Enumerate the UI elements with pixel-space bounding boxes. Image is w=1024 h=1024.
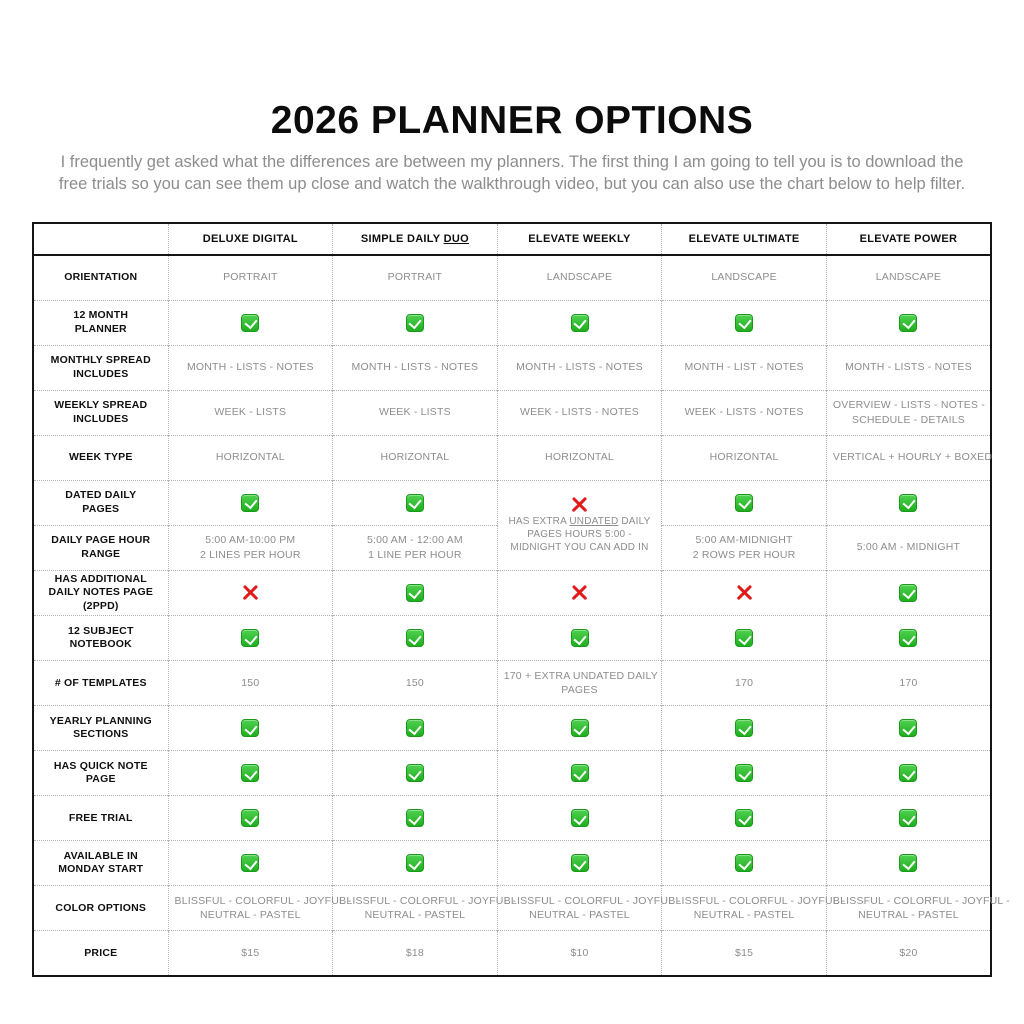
table-cell (826, 435, 991, 480)
column-header-text: DELUXE DIGITAL (202, 232, 298, 245)
table-cell (662, 706, 827, 751)
check-icon (571, 629, 589, 647)
table-cell (168, 525, 333, 570)
cell-text: 1 LINE PER HOUR (368, 548, 462, 561)
page-subtitle (17, 152, 1007, 196)
table-cell (662, 435, 827, 480)
table-cell (333, 390, 498, 435)
cell-text: NEUTRAL - PASTEL (529, 909, 630, 922)
cell-text: BLISSFUL - COLORFUL - JOYFUL - (668, 895, 846, 908)
table-row (33, 300, 991, 345)
cell-text: NEUTRAL - PASTEL (364, 909, 466, 922)
column-header-text: ELEVATE ULTIMATE (688, 232, 800, 245)
check-icon (735, 719, 753, 737)
table-cell (826, 841, 991, 886)
check-icon (406, 494, 424, 512)
table-cell (497, 706, 662, 751)
table-cell (497, 841, 662, 886)
table-cell (168, 570, 333, 616)
cell-text: $18 (405, 947, 424, 960)
check-icon (406, 854, 424, 872)
check-icon (241, 764, 259, 782)
table-cell (333, 796, 498, 841)
cell-note (504, 515, 656, 554)
cross-icon (242, 584, 259, 601)
cell-text: BLISSFUL - COLORFUL - JOYFUL - (832, 895, 1010, 908)
check-icon (735, 764, 753, 782)
row-label: WEEK TYPE (33, 435, 168, 480)
cell-text: HORIZONTAL (215, 451, 285, 464)
check-icon (406, 584, 424, 602)
table-cell (662, 480, 827, 525)
cell-text: 150 (405, 677, 424, 690)
table-cell (333, 570, 498, 616)
check-icon (241, 809, 259, 827)
table-cell (333, 841, 498, 886)
check-icon (241, 719, 259, 737)
cell-text: MONTH - LIST - NOTES (684, 361, 804, 374)
cell-text: MONTH - LISTS - NOTES (186, 361, 314, 374)
table-cell (826, 525, 991, 570)
table-cell (497, 390, 662, 435)
table-row (33, 751, 991, 796)
row-label: ORIENTATION (64, 270, 138, 283)
table-row (33, 480, 991, 525)
column-header (168, 223, 333, 255)
planner-comparison-table (32, 222, 1010, 978)
table-cell (168, 661, 333, 706)
check-icon (571, 314, 589, 332)
check-icon (241, 629, 259, 647)
check-icon (571, 809, 589, 827)
table-cell (662, 931, 827, 977)
check-icon (899, 809, 917, 827)
table-row (33, 255, 991, 301)
table-cell (168, 886, 352, 931)
table-cell (662, 796, 827, 841)
cell-text: PAGES (561, 684, 598, 697)
table-cell (168, 751, 333, 796)
check-icon (899, 584, 917, 602)
table-cell (497, 886, 681, 931)
cell-text: 5:00 AM - 12:00 AM (366, 534, 463, 547)
column-header (497, 223, 662, 255)
column-header-text: SIMPLE DAILY (360, 232, 444, 245)
table-cell (497, 255, 662, 301)
table-cell (826, 300, 991, 345)
check-icon (899, 494, 917, 512)
table-cell (662, 525, 827, 570)
table-cell (826, 706, 991, 751)
table-cell (497, 616, 662, 661)
check-icon (735, 629, 753, 647)
table-cell (662, 390, 827, 435)
table-cell (826, 480, 991, 525)
cell-text: PORTRAIT (223, 271, 278, 284)
table-cell (168, 345, 333, 390)
column-header (662, 223, 827, 255)
table-cell (497, 661, 662, 706)
table-cell (333, 661, 498, 706)
table-cell (333, 480, 498, 525)
table-cell (168, 480, 333, 525)
table-cell (497, 931, 662, 977)
table-row (33, 570, 991, 616)
table-cell (497, 345, 662, 390)
cell-text: BLISSFUL - COLORFUL - JOYFUL - (339, 895, 517, 908)
table-cell (662, 345, 827, 390)
check-icon (899, 629, 917, 647)
table-row (33, 390, 991, 435)
cell-text: 5:00 AM - MIDNIGHT (856, 541, 961, 554)
cell-text: 150 (241, 677, 260, 690)
row-label: 12 SUBJECT NOTEBOOK (33, 616, 168, 661)
cell-text: $10 (570, 947, 589, 960)
cell-text: $15 (735, 947, 754, 960)
page-title: 2026 PLANNER OPTIONS (270, 99, 754, 142)
row-label: HAS QUICK NOTE PAGE (33, 751, 168, 796)
table-cell (826, 255, 991, 301)
table-cell (333, 300, 498, 345)
table-cell (826, 796, 991, 841)
table-cell (168, 390, 333, 435)
table-cell (497, 435, 662, 480)
cell-text: $20 (899, 947, 918, 960)
table-cell (662, 886, 846, 931)
cell-text: NEUTRAL - PASTEL (858, 909, 959, 922)
column-header (826, 223, 991, 255)
column-header-text: ELEVATE WEEKLY (528, 232, 631, 245)
cross-icon (736, 584, 753, 601)
table-row (33, 841, 991, 886)
table-row (33, 931, 991, 977)
cell-text: LANDSCAPE (546, 271, 613, 284)
table-cell (168, 435, 333, 480)
table-cell (168, 841, 333, 886)
cell-text: WEEK - LISTS - NOTES (520, 406, 639, 419)
table-cell (826, 616, 991, 661)
table-cell (168, 300, 333, 345)
row-label: COLOR OPTIONS (33, 886, 168, 931)
table-head (33, 223, 991, 255)
check-icon (899, 719, 917, 737)
cell-text: 2 ROWS PER HOUR (692, 548, 796, 561)
cell-text: HORIZONTAL (380, 451, 450, 464)
cell-text: WEEK - LISTS (214, 406, 287, 419)
table-cell (826, 345, 991, 390)
table-cell (333, 435, 498, 480)
cell-text: SCHEDULE - DETAILS (851, 413, 965, 426)
table-cell (662, 570, 827, 616)
check-icon (571, 764, 589, 782)
row-label: AVAILABLE IN MONDAY START (33, 841, 168, 886)
cell-text: HORIZONTAL (545, 451, 614, 464)
cell-text: WEEK - LISTS - NOTES (684, 406, 804, 419)
corner-cell (33, 223, 168, 255)
table-cell (662, 841, 827, 886)
table-cell (497, 300, 662, 345)
check-icon (406, 629, 424, 647)
cell-text: HORIZONTAL (709, 451, 779, 464)
check-icon (735, 494, 753, 512)
note-text: DAILY PAGES HOURS 5:00 - MIDNIGHT YOU CAN ADD IN (510, 516, 651, 554)
cell-text: $15 (241, 947, 260, 960)
header-row (33, 223, 991, 255)
row-label: DATED DAILY PAGES (33, 480, 168, 525)
cell-text: MONTH - LISTS - NOTES (516, 361, 643, 374)
check-icon (735, 314, 753, 332)
cell-text: PORTRAIT (387, 271, 443, 284)
table-cell (497, 480, 662, 570)
table-row (33, 796, 991, 841)
table-cell (662, 255, 827, 301)
table-row (33, 435, 991, 480)
row-label: HAS ADDITIONAL DAILY NOTES PAGE (2PPD) (33, 570, 168, 616)
table-row (33, 345, 991, 390)
note-text: HAS EXTRA (508, 516, 570, 528)
check-icon (406, 764, 424, 782)
check-icon (899, 764, 917, 782)
row-label: MONTHLY SPREAD INCLUDES (33, 345, 168, 390)
cell-text: 5:00 AM-MIDNIGHT (695, 534, 793, 547)
row-label: # OF TEMPLATES (33, 661, 168, 706)
column-header-text: ELEVATE POWER (859, 232, 958, 245)
cell-text: 170 (899, 677, 918, 690)
table-cell (168, 706, 333, 751)
row-label: FREE TRIAL (33, 796, 168, 841)
table-row (33, 661, 991, 706)
cell-text: 2 LINES PER HOUR (199, 548, 301, 561)
cell-text: NEUTRAL - PASTEL (199, 909, 301, 922)
table-cell (168, 931, 333, 977)
row-label: PRICE (33, 931, 168, 977)
check-icon (241, 314, 259, 332)
table-cell (497, 570, 662, 616)
column-header (333, 223, 498, 255)
check-icon (571, 854, 589, 872)
table-cell (826, 390, 991, 435)
cell-text: BLISSFUL - COLORFUL - JOYFUL - (174, 895, 352, 908)
cell-text: 170 + EXTRA UNDATED DAILY (503, 670, 658, 683)
table-row (33, 616, 991, 661)
check-icon (899, 314, 917, 332)
table-cell (662, 751, 827, 796)
table-cell (662, 616, 827, 661)
row-label: WEEKLY SPREAD INCLUDES (33, 390, 168, 435)
table-cell (662, 300, 827, 345)
column-header-underlined-text: DUO (443, 232, 469, 245)
check-icon (241, 854, 259, 872)
cell-text: WEEK - LISTS (378, 406, 451, 419)
check-icon (899, 854, 917, 872)
table-cell (333, 706, 498, 751)
check-icon (406, 809, 424, 827)
cell-text: LANDSCAPE (875, 271, 942, 284)
cell-text: 170 (735, 677, 754, 690)
row-label: 12 MONTH PLANNER (33, 300, 168, 345)
table-cell (333, 525, 498, 570)
table-cell (333, 886, 517, 931)
table-cell (826, 931, 991, 977)
row-label: DAILY PAGE HOUR RANGE (33, 525, 168, 570)
table-row (33, 706, 991, 751)
table-cell (497, 751, 662, 796)
table-cell (826, 661, 991, 706)
cell-text: LANDSCAPE (711, 271, 777, 284)
table-cell (662, 661, 827, 706)
table-row (33, 886, 991, 931)
table-cell (333, 931, 498, 977)
table-cell (333, 345, 498, 390)
table-cell (826, 886, 1010, 931)
check-icon (406, 719, 424, 737)
cell-text: OVERVIEW - LISTS - NOTES - (832, 399, 985, 412)
table-cell (333, 255, 498, 301)
cross-icon (571, 496, 588, 513)
cell-text: NEUTRAL - PASTEL (693, 909, 795, 922)
row-label: YEARLY PLANNING SECTIONS (33, 706, 168, 751)
table-cell (826, 570, 991, 616)
check-icon (241, 494, 259, 512)
subtitle-line-2: free trials so you can see them up close and watch the walkthrough video, but you can also use the chart below to help filter. (58, 174, 966, 193)
note-underlined-text: UNDATED (569, 516, 619, 528)
table-cell (168, 616, 333, 661)
cell-text: VERTICAL + HOURLY + BOXED (832, 451, 993, 464)
cell-text: BLISSFUL - COLORFUL - JOYFUL - (503, 895, 681, 908)
cross-icon (571, 584, 588, 601)
cell-text: 5:00 AM-10:00 PM (205, 534, 296, 547)
table-cell (168, 255, 333, 301)
table-cell (333, 751, 498, 796)
subtitle-line-1: I frequently get asked what the differences are between my planners. The first thing I am going to tell you is to download the (60, 153, 964, 171)
table-cell (497, 796, 662, 841)
cell-text: MONTH - LISTS - NOTES (351, 361, 479, 374)
check-icon (571, 719, 589, 737)
cell-text: MONTH - LISTS - NOTES (845, 361, 972, 374)
table-cell (826, 751, 991, 796)
table-body (33, 255, 1010, 977)
check-icon (735, 854, 753, 872)
table-cell (168, 796, 333, 841)
check-icon (406, 314, 424, 332)
check-icon (735, 809, 753, 827)
table-cell (333, 616, 498, 661)
